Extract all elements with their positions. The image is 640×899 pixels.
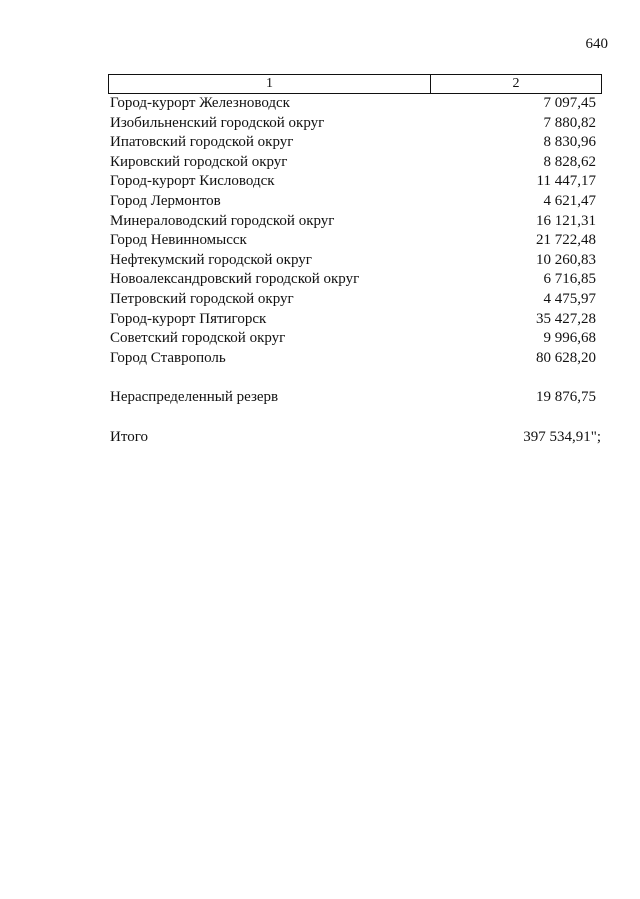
row-name: Город-курорт Железноводск [110, 95, 290, 111]
header-col-2: 2 [512, 76, 520, 91]
table-row [110, 310, 596, 330]
row-name: Советский городской округ [110, 330, 286, 347]
row-name: Город-курорт Кисловодск [110, 173, 275, 190]
page-number: 640 [585, 36, 608, 52]
row-value: 9 996,68 [543, 330, 596, 347]
table-row [110, 153, 596, 173]
row-name: Город Ставрополь [110, 349, 226, 366]
total-row [110, 428, 601, 448]
total-value: 397 534,91"; [523, 429, 601, 445]
row-name: Город Лермонтов [110, 192, 221, 209]
row-value: 6 716,85 [543, 271, 596, 288]
row-value: 11 447,17 [536, 173, 596, 190]
row-value: 4 621,47 [543, 192, 596, 209]
row-name: Кировский городской округ [110, 153, 288, 170]
table-row [110, 270, 596, 290]
row-value: 8 828,62 [543, 153, 596, 170]
row-value: 7 097,45 [543, 95, 596, 111]
table-row [110, 329, 596, 349]
row-name: Ипатовский городской округ [110, 134, 294, 151]
total-label: Итого [110, 429, 148, 445]
row-name: Изобильненский городской округ [110, 114, 325, 131]
reserve-label: Нераспределенный резерв [110, 389, 279, 405]
table-row [110, 349, 596, 369]
table-row [110, 212, 596, 232]
row-value: 80 628,20 [536, 349, 596, 366]
row-value: 35 427,28 [536, 310, 596, 327]
table-header [108, 74, 602, 94]
table-row [110, 114, 596, 134]
row-value: 10 260,83 [536, 251, 596, 268]
table-row [110, 94, 596, 114]
table-row [110, 133, 596, 153]
row-value: 7 880,82 [543, 114, 596, 131]
reserve-row [110, 388, 596, 408]
reserve-value: 19 876,75 [536, 389, 596, 405]
row-value: 16 121,31 [536, 212, 596, 229]
row-value: 4 475,97 [543, 290, 596, 307]
row-name: Минераловодский городской округ [110, 212, 335, 229]
row-name: Город-курорт Пятигорск [110, 310, 267, 327]
row-value: 21 722,48 [536, 232, 596, 249]
table-row [110, 192, 596, 212]
table-row [110, 290, 596, 310]
row-value: 8 830,96 [543, 134, 596, 151]
table-row [110, 231, 596, 251]
row-name: Нефтекумский городской округ [110, 251, 312, 268]
table-row [110, 172, 596, 192]
table-row [110, 251, 596, 271]
row-name: Петровский городской округ [110, 290, 294, 307]
row-name: Город Невинномысск [110, 232, 247, 249]
table-body [110, 94, 596, 368]
row-name: Новоалександровский городской округ [110, 271, 360, 288]
header-col-1: 1 [109, 75, 431, 93]
